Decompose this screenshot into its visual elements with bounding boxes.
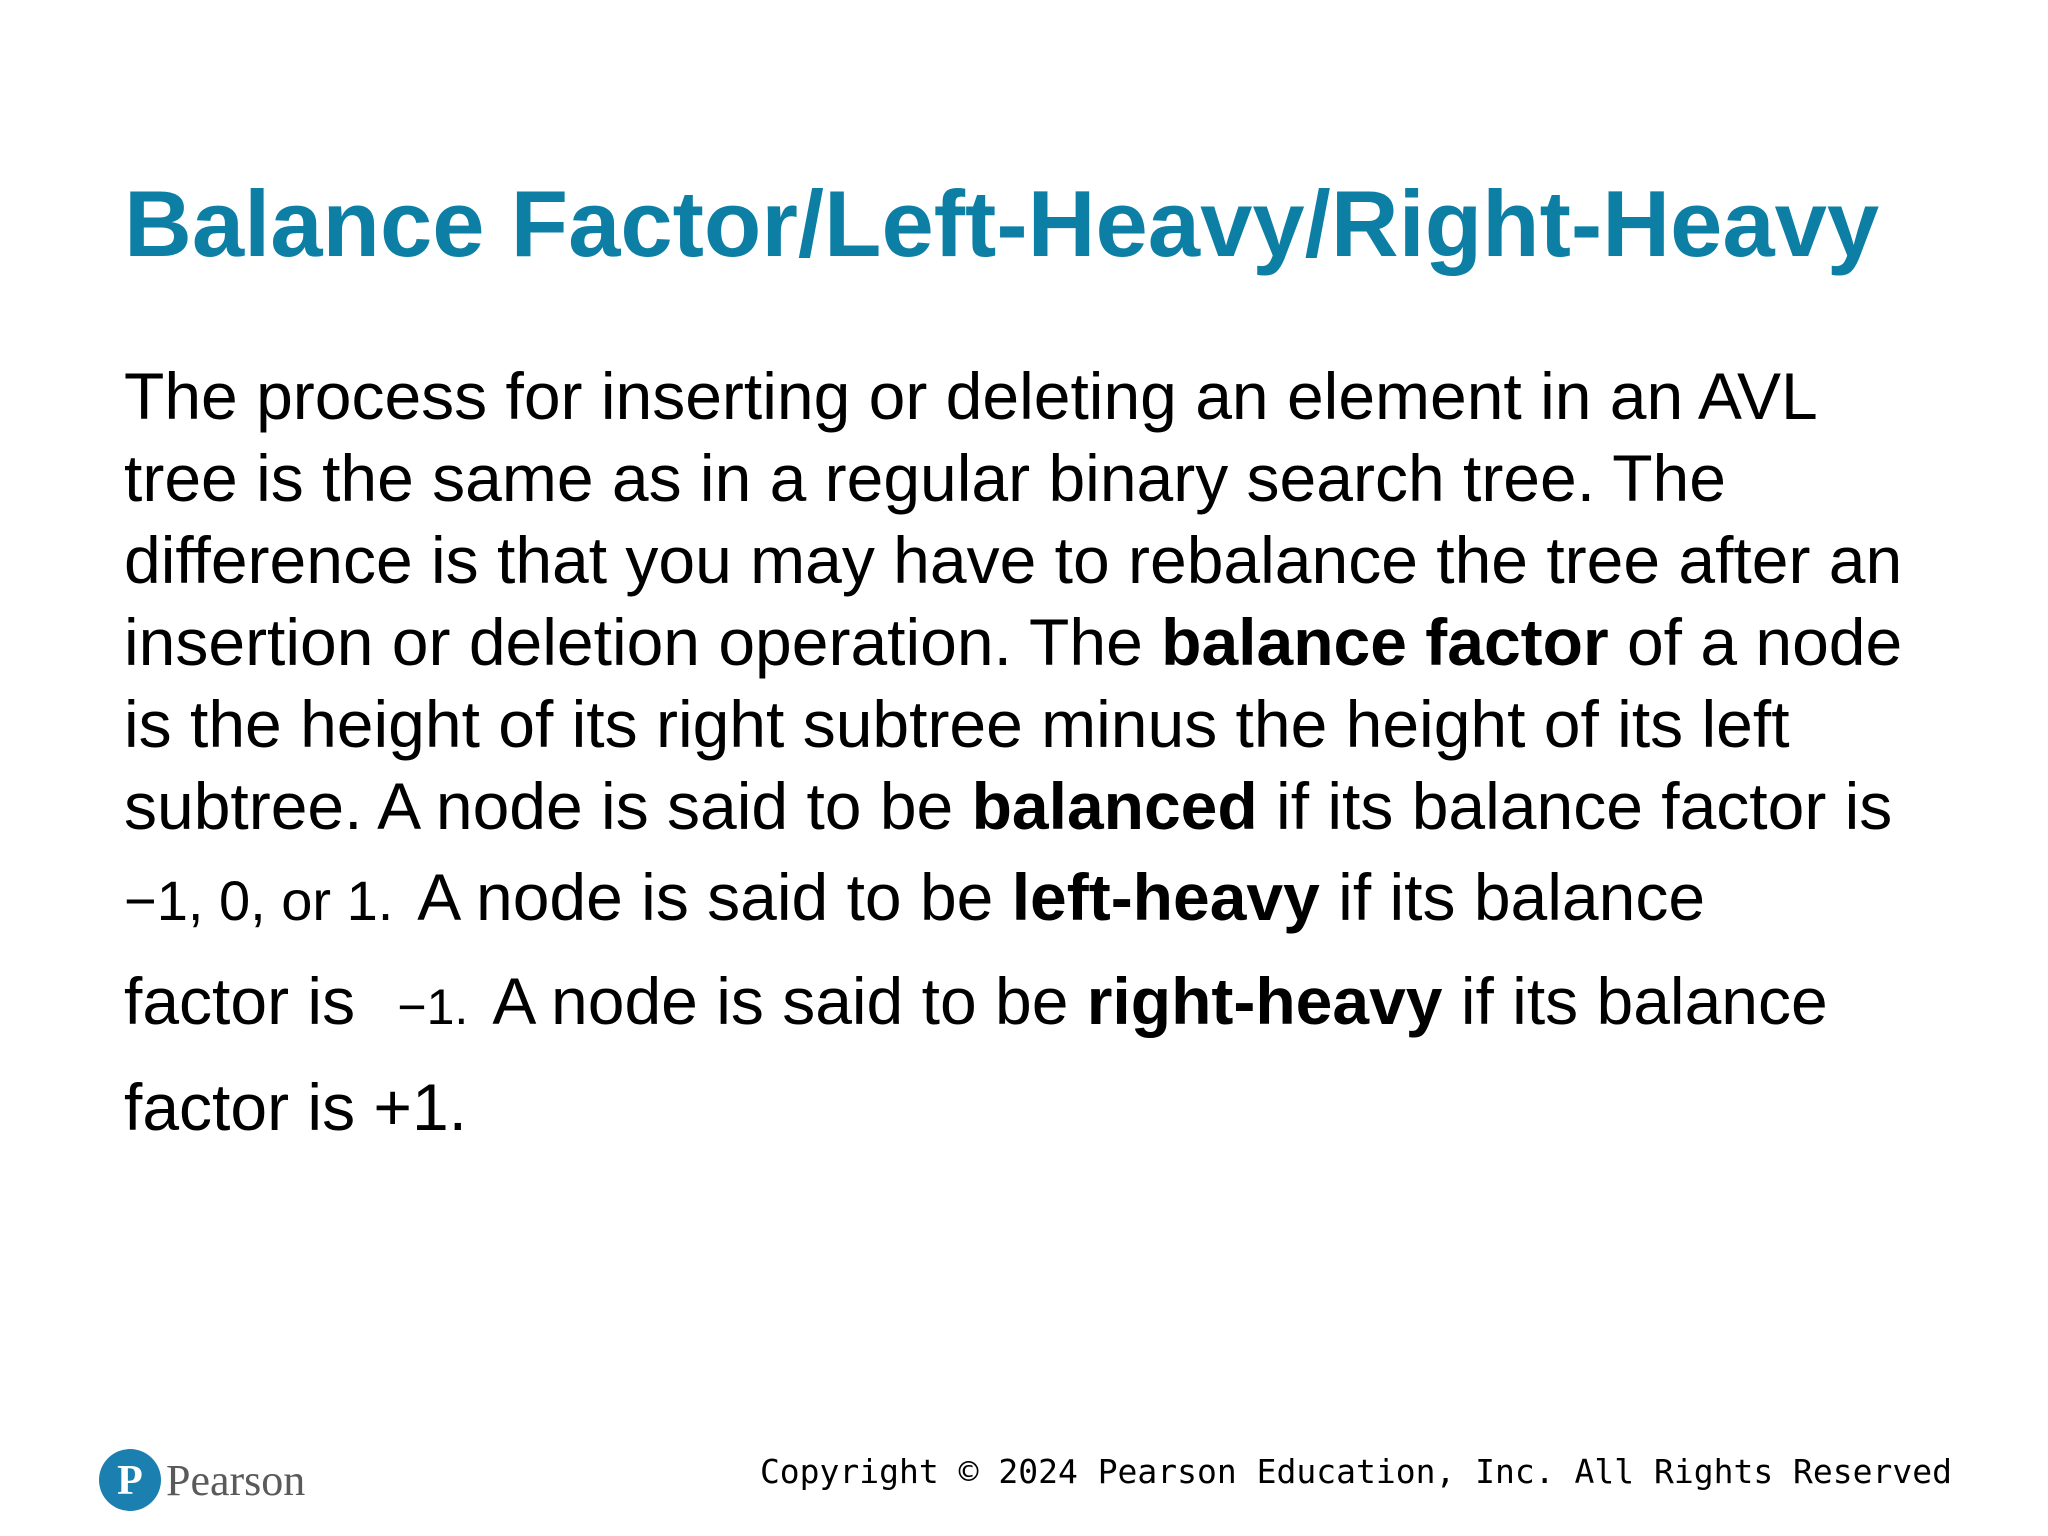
body-line bbox=[124, 765, 1984, 847]
body-text-segment: A node is said to be bbox=[417, 860, 1012, 934]
pearson-logo-icon bbox=[98, 1448, 162, 1512]
logo-letter: P bbox=[117, 1458, 143, 1504]
body-line: is the height of its right subtree minus the height of its left bbox=[124, 687, 1790, 761]
body-text-segment: subtree. A node is said to be bbox=[124, 769, 972, 843]
pearson-logo bbox=[98, 1448, 305, 1512]
slide-body bbox=[124, 355, 1984, 1157]
math-left-heavy-value: −1. bbox=[397, 979, 469, 1035]
body-text-segment: of a node bbox=[1608, 605, 1903, 679]
term-balanced: balanced bbox=[971, 769, 1258, 843]
term-left-heavy: left-heavy bbox=[1011, 860, 1320, 934]
body-text-segment: if its balance bbox=[1319, 860, 1706, 934]
body-line: difference is that you may have to rebalance the tree after an bbox=[124, 523, 1903, 597]
body-text-segment: if its balance factor is bbox=[1257, 769, 1893, 843]
copyright-notice: Copyright © 2024 Pearson Education, Inc. All Rights Reserved bbox=[759, 1452, 1952, 1491]
body-line bbox=[124, 951, 1984, 1057]
slide-title: Balance Factor/Left-Heavy/Right-Heavy bbox=[124, 171, 1880, 276]
body-text-segment: if its balance bbox=[1442, 964, 1828, 1038]
body-text-segment: insertion or deletion operation. The bbox=[124, 605, 1162, 679]
math-balanced-values: −1, 0, or 1. bbox=[124, 869, 394, 932]
term-balance-factor: balance factor bbox=[1161, 605, 1609, 679]
logo-wordmark: Pearson bbox=[166, 1455, 306, 1505]
body-line: tree is the same as in a regular binary search tree. The bbox=[124, 441, 1726, 515]
body-line: factor is +1. bbox=[124, 1070, 467, 1144]
body-line bbox=[124, 847, 1984, 951]
body-text-segment: factor is bbox=[124, 964, 374, 1038]
body-line: The process for inserting or deleting an element in an AVL bbox=[124, 359, 1818, 433]
body-line bbox=[124, 601, 1984, 683]
term-right-heavy: right-heavy bbox=[1086, 964, 1443, 1038]
body-text-segment: A node is said to be bbox=[492, 964, 1087, 1038]
